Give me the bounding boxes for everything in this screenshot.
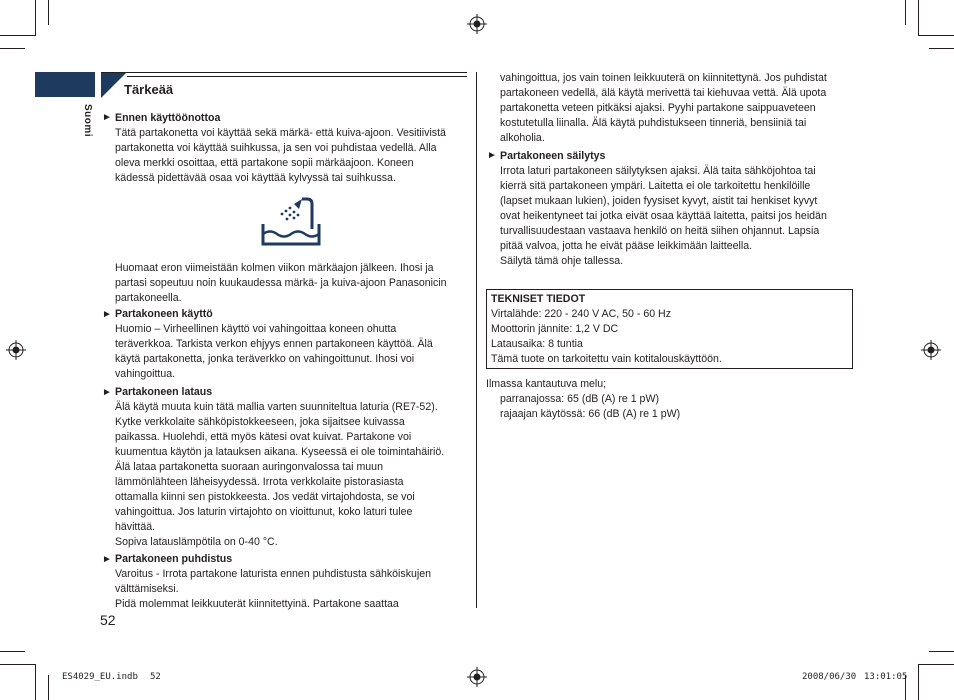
- shower-bath-icon: [260, 196, 322, 248]
- crop-mark: [35, 0, 36, 36]
- text-line: partasi sopeutuu noin kuukaudessa märkä- ja kuiva-ajoon Panasonicin: [115, 277, 447, 289]
- noise-line: parranajossa: 65 (dB (A) re 1 pW): [500, 393, 659, 405]
- text-line: vahingoittua.: [115, 368, 176, 380]
- triangle-right-icon: ►: [102, 309, 112, 320]
- column-divider: [476, 72, 477, 608]
- triangle-right-icon: ►: [102, 554, 112, 565]
- noise-list: [500, 392, 860, 422]
- text-line: hävittää.: [115, 521, 156, 533]
- text-line: kädessä pidettävää osaa voi käyttää kylvyssä tai suihkussa.: [115, 172, 396, 184]
- text-line: Kytke verkkolaite sähköpistokkeeseen, joka sijaitsee kuivassa: [115, 416, 405, 428]
- text-line: kierrä sitä partakoneen ympäri. Laitetta ei ole tarkoitettu henkilöille: [500, 180, 811, 192]
- text-line: käytä partakonetta, jonka teräverkko on vahingoittunut. Ihosi voi: [115, 353, 415, 365]
- text-line: välttämiseksi.: [115, 583, 179, 595]
- text-line: kostutetulla liinalla. Älä käytä puhdistukseen tinneriä, bensiiniä tai: [500, 117, 807, 129]
- text-line: partakoneen vedellä, älä käytä merivettä tai kiehuvaa vettä. Älä upota: [500, 87, 827, 99]
- text-line: Varoitus - Irrota partakone laturista ennen puhdistusta sähköiskujen: [115, 568, 432, 580]
- text-line: Säilytä tämä ohje tallessa.: [500, 255, 624, 267]
- noise-title: Ilmassa kantautuva melu;: [486, 378, 607, 390]
- registration-mark-icon: [921, 340, 941, 360]
- text-line: alkoholia.: [500, 132, 545, 144]
- crop-mark: [929, 48, 954, 49]
- section-body: [115, 567, 470, 612]
- text-line: vahingoittua. Jos laturin virtajohto on vioittunut, koko laturi tulee: [115, 506, 413, 518]
- noise-line: rajaajan käytössä: 66 (dB (A) re 1 pW): [500, 408, 681, 420]
- triangle-right-icon: ►: [102, 112, 112, 123]
- page-title: Tärkeää: [124, 82, 174, 97]
- text-line: oleva merkki osoittaa, että partakone sopii märkäajoon. Koneen: [115, 157, 414, 169]
- text-line: Älä lataa partakonetta suoraan auringonvalossa tai muun: [115, 461, 383, 473]
- footer-page: 52: [150, 672, 161, 682]
- section-body: [115, 400, 470, 550]
- footer-time: 13:01:05: [864, 672, 908, 682]
- spec-line: Tämä tuote on tarkoitettu vain kotitalouskäyttöön.: [491, 353, 722, 365]
- crop-mark: [35, 664, 36, 700]
- language-tab: [35, 72, 95, 97]
- heading-rule: [127, 76, 467, 77]
- crop-mark: [929, 651, 954, 652]
- text-line: Tätä partakonetta voi käyttää sekä märkä- että kuiva-ajoon. Vesitiivistä: [115, 127, 446, 139]
- text-line: kuumentua käytön ja latauksen aikana. Kyseessä ei ole toimintahäiriö.: [115, 446, 445, 458]
- page-number: 52: [100, 612, 116, 628]
- footer-file: ES4029_EU.indb: [62, 672, 138, 682]
- section-heading: Ennen käyttöönottoa: [115, 112, 221, 124]
- text-line: paikassa. Huolehdi, että myös kätesi ovat kuivat. Partakone voi: [115, 431, 412, 443]
- text-line: teräverkkoa. Tarkista verkon ehjyys ennen partakoneen käyttöä. Älä: [115, 338, 433, 350]
- text-line: Irrota laturi partakoneen säilytyksen ajaksi. Älä taita sähköjohtoa tai: [500, 165, 816, 177]
- section-heading: Partakoneen puhdistus: [115, 553, 233, 565]
- section-body: [115, 322, 470, 382]
- text-line: Sopiva latauslämpötila on 0-40 °C.: [115, 536, 278, 548]
- crop-mark: [0, 48, 25, 49]
- footer-date: 2008/06/30: [802, 672, 857, 682]
- text-line: ovat heikentyneet tai jotka eivät osaa käyttää laitetta, paitsi jos heidän: [500, 210, 827, 222]
- crop-mark: [918, 0, 919, 36]
- crop-mark: [918, 35, 954, 36]
- specs-title: TEKNISET TIEDOT: [491, 293, 586, 305]
- section-heading: Partakoneen säilytys: [500, 150, 606, 162]
- text-line: Pidä molemmat leikkuuterät kiinnitettyinä. Partakone saattaa: [115, 598, 399, 610]
- text-line: ottamalla kiinni sen pistokkeesta. Jos vedät virtajohdosta, se voi: [115, 491, 415, 503]
- text-line: partakoneella.: [115, 292, 182, 304]
- section-body: [115, 261, 470, 306]
- text-line: turvallisuudestaan vastaava henkilö on heitä siihen ohjannut. Lapsia: [500, 225, 820, 237]
- section-body: [500, 164, 860, 269]
- triangle-right-icon: ►: [102, 387, 112, 398]
- section-heading: Partakoneen lataus: [115, 386, 213, 398]
- crop-mark: [0, 35, 36, 36]
- text-line: lämmönlähteen läheisyydessä. Irrota verkkolaite pistorasiasta: [115, 476, 404, 488]
- text-line: pitää valvoa, jotta he eivät pääse leikkimään laitteella.: [500, 240, 753, 252]
- text-line: partakonetta voi käyttää suihkussa, ja sen voi puhdistaa vedellä. Alla: [115, 142, 437, 154]
- text-line: Huomaat eron viimeistään kolmen viikon märkäajon jälkeen. Ihosi ja: [115, 262, 434, 274]
- text-line: (lapset mukaan lukien), joiden fyysiset kyvyt, aistit tai henkiset kyvyt: [500, 195, 818, 207]
- spec-line: Virtalähde: 220 - 240 V AC, 50 - 60 Hz: [491, 308, 672, 320]
- registration-mark-icon: [6, 340, 26, 360]
- section-body: [500, 71, 860, 146]
- crop-mark: [918, 664, 954, 665]
- language-label: Suomi: [82, 104, 93, 138]
- registration-mark-icon: [467, 667, 487, 687]
- text-line: Huomio – Virheellinen käyttö voi vahingoittaa koneen ohutta: [115, 323, 397, 335]
- spec-line: Moottorin jännite: 1,2 V DC: [491, 323, 619, 335]
- triangle-right-icon: ►: [487, 150, 497, 161]
- spec-line: Latausaika: 8 tuntia: [491, 338, 583, 350]
- registration-mark-icon: [467, 14, 487, 34]
- crop-mark: [918, 664, 919, 700]
- crop-mark: [0, 664, 36, 665]
- specs-list: [491, 307, 851, 367]
- text-line: partakonetta veteen pitkäksi ajaksi. Pyyhi partakone saippuaveteen: [500, 102, 816, 114]
- section-heading: Partakoneen käyttö: [115, 308, 213, 320]
- section-body: [115, 126, 470, 186]
- text-line: Älä käytä muuta kuin tätä mallia varten suunniteltua laturia (RE7-52).: [115, 401, 438, 413]
- crop-mark: [905, 0, 906, 25]
- text-line: vahingoittua, jos vain toinen leikkuuterä on kiinnitettynä. Jos puhdistat: [500, 72, 827, 84]
- crop-mark: [48, 675, 49, 700]
- heading-rule: [101, 72, 467, 73]
- crop-mark: [0, 651, 25, 652]
- crop-mark: [48, 0, 49, 25]
